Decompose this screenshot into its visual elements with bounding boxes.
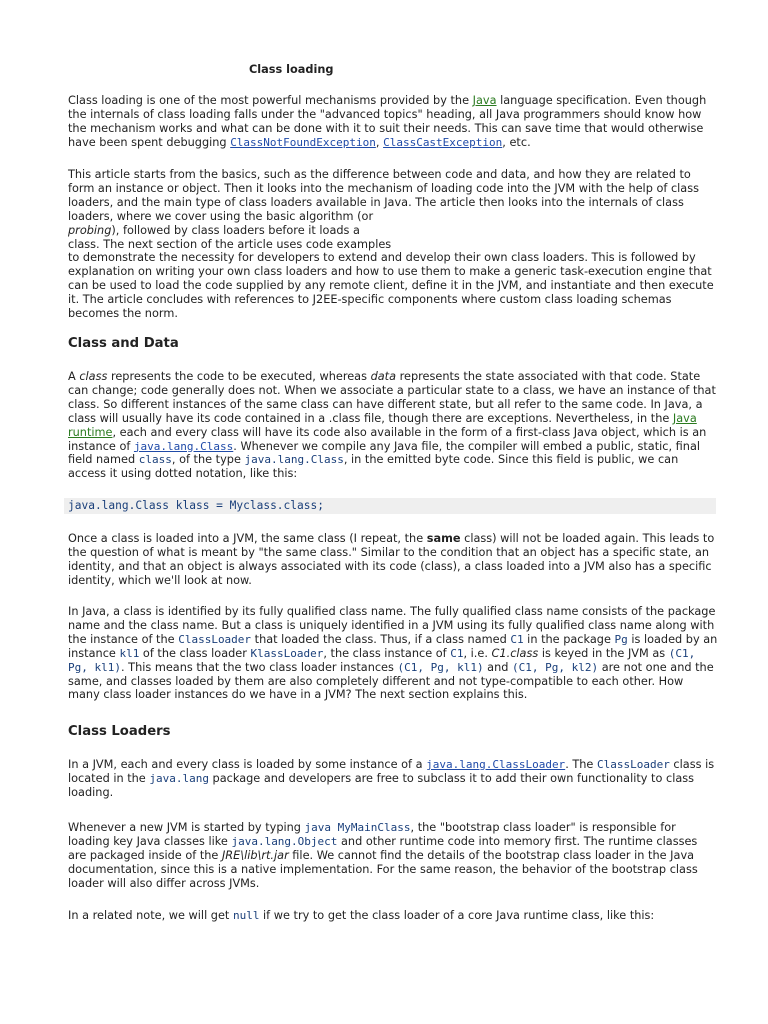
- java-runtime-link[interactable]: Java runtime: [68, 411, 697, 439]
- heading-class-and-data: Class and Data: [68, 336, 179, 351]
- classcastexception-link[interactable]: ClassCastException: [383, 135, 503, 149]
- class-identity-paragraph: In Java, a class is identified by its fully qualified class name. The fully qualified class name consists of the package name and the class name. But a class is uniquely identified in a JVM using its fully qualified class name along with the instance of the ClassLoader that loaded the class. Thus, if a class named C1 in the package Pg is loaded by an instance kl1 of the class loader KlassLoader, the class instance of C1, i.e. C1.class is keyed in the JVM as (C1, Pg, kl1). This means that the two class loader instances (C1, Pg, kl1) and (C1, Pg, kl2) are not one and the same, and classes loaded by them are also completely different and not type-compatible to each other. How many class loader instances do we have in a JVM? The next section explains this.: [68, 605, 718, 702]
- intro-paragraph: Class loading is one of the most powerful mechanisms provided by the Java language specification. Even though the internals of class loading falls under the "advanced topics" heading, all Java programmers should know how the mechanism works and what can be done with it to suit their needs. This can save time that would otherwise have been spent debugging ClassNotFoundException, ClassCastException, etc.: [68, 94, 707, 149]
- java-lang-classloader-link[interactable]: java.lang.ClassLoader: [426, 758, 566, 771]
- class-and-data-paragraph: A class represents the code to be executed, whereas data represents the state associated with that code. State can change; code generally does not. When we associate a particular state to a class, we have an instance of that class. So different instances of the same class can have different state, but all refer to the same code. In Java, a class will usually have its code contained in a .class file, though there are exceptions. Nevertheless, in the Java runtime, each and every class will have its code also available in the form of a first-class Java object, which is an instance of java.lang.Class. Whenever we compile any Java file, the compiler will embed a public, static, final field named class, of the type java.lang.Class, in the emitted byte code. Since this field is public, we can access it using dotted notation, like this:: [68, 370, 716, 481]
- java-link[interactable]: Java: [472, 94, 497, 107]
- null-loader-paragraph: In a related note, we will get null if we try to get the class loader of a core Java runtime class, like this:: [68, 909, 655, 922]
- classnotfoundexception-link[interactable]: ClassNotFoundException: [230, 135, 376, 149]
- java-lang-class-link[interactable]: java.lang.Class: [133, 439, 234, 453]
- same-class-paragraph: Once a class is loaded into a JVM, the same class (I repeat, the same class) will not be loaded again. This leads to the question of what is meant by "the same class." Similar to the condition that an object has a specific state, an identity, and that an object is always associated with its code (class), a class loaded into a JVM also has a specific identity, which we'll look at now.: [68, 532, 715, 587]
- class-loaders-paragraph: In a JVM, each and every class is loaded by some instance of a java.lang.ClassLoader. The ClassLoader class is located in the java.lang package and developers are free to subclass it to add their own functionality to class loading.: [68, 758, 715, 799]
- heading-class-loaders: Class Loaders: [68, 724, 171, 739]
- overview-paragraph: This article starts from the basics, such as the difference between code and data, and how they are related to form an instance or object. Then it looks into the mechanism of loading code into the JVM with the help of class loaders, and the main type of class loaders available in Java. The article then looks into the internals of class loaders, where we cover using the basic algorithm (or probing), followed by class loaders before it loads a class. The next section of the article uses code examples to demonstrate the necessity for developers to extend and develop their own class loaders. This is followed by explanation on writing your own class loaders and how to use them to make a generic task-execution engine that can be used to load the code supplied by any remote client, define it in the JVM, and instantiate and then execute it. The article concludes with references to J2EE-specific components where custom class loading schemas becomes the norm.: [68, 168, 714, 321]
- code-block-class-literal: java.lang.Class klass = Myclass.class;: [64, 498, 716, 514]
- bootstrap-loader-paragraph: Whenever a new JVM is started by typing java MyMainClass, the "bootstrap class loader" is responsible for loading key Java classes like java.lang.Object and other runtime code into memory first. The runtime classes are packaged inside of the JRE\lib\rt.jar file. We cannot find the details of the bootstrap class loader in the Java documentation, since this is a native implementation. For the same reason, the behavior of the bootstrap class loader will also differ across JVMs.: [68, 821, 698, 890]
- page-title: Class loading: [249, 63, 334, 76]
